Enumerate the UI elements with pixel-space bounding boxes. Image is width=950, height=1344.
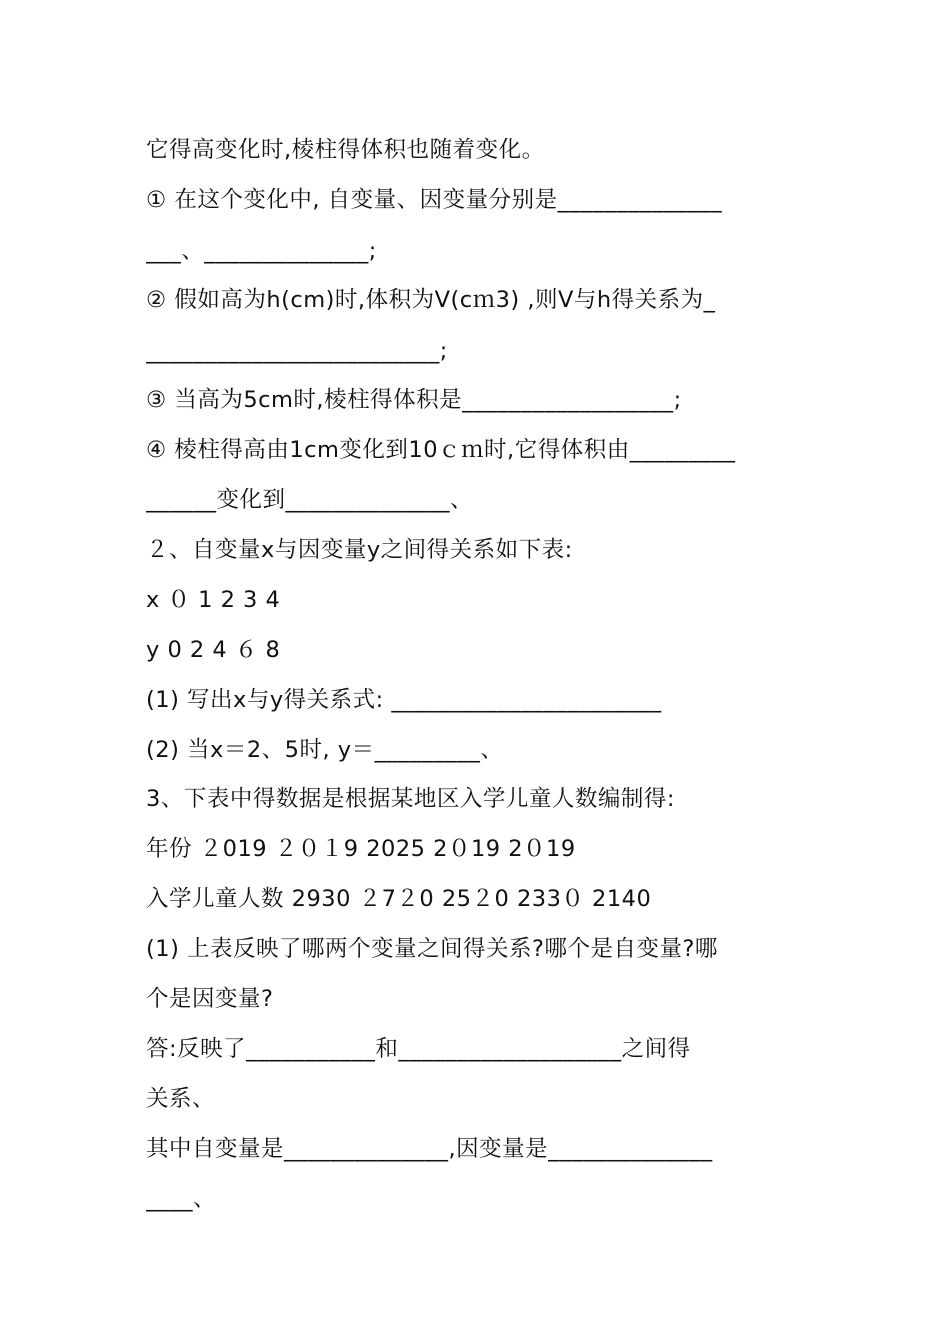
question-1-item-1: ① 在这个变化中, 自变量、因变量分别是______________	[146, 187, 723, 213]
question-3-heading: 3、下表中得数据是根据某地区入学儿童人数编制得:	[146, 786, 675, 812]
question-2-item-1: (1) 写出x与y得关系式: _______________________	[146, 687, 662, 713]
table-row-children: 入学儿童人数 2930 ２7２0 25２0 233０ 2140	[146, 886, 652, 912]
text-line: _________________________;	[146, 338, 448, 364]
table-row-x: x ０ 1 2 3 4	[146, 587, 281, 613]
question-1-item-3: ③ 当高为5cm时,棱柱得体积是__________________;	[146, 387, 682, 413]
question-2-item-2: (2) 当x＝2、5时, y＝_________、	[146, 737, 504, 763]
text-line: 它得高变化时,棱柱得体积也随着变化。	[146, 137, 545, 163]
text-line: 个是因变量?	[146, 986, 274, 1012]
question-1-item-2: ② 假如高为h(cm)时,体积为V(cｍ3) ,则V与h得关系为_	[146, 287, 716, 313]
answer-line: 其中自变量是______________,因变量是______________	[146, 1136, 713, 1162]
text-line: ____、	[146, 1186, 217, 1212]
answer-line: 答:反映了___________和___________________之间得	[146, 1036, 691, 1062]
table-row-year: 年份 ２019 ２０１9 2025 2０19 2０19	[146, 836, 576, 862]
question-1-item-4: ④ 棱柱得高由1cm变化到10ｃｍ时,它得体积由_________	[146, 437, 736, 463]
question-3-item-1: (1) 上表反映了哪两个变量之间得关系?哪个是自变量?哪	[146, 936, 718, 962]
text-line: ___、______________;	[146, 238, 377, 264]
table-row-y: y 0 2 4 ６ 8	[146, 637, 281, 663]
question-2-heading: ２、自变量x与因变量y之间得关系如下表:	[146, 537, 573, 563]
text-line: ______变化到______________、	[146, 487, 474, 513]
text-line: 关系、	[146, 1086, 216, 1112]
